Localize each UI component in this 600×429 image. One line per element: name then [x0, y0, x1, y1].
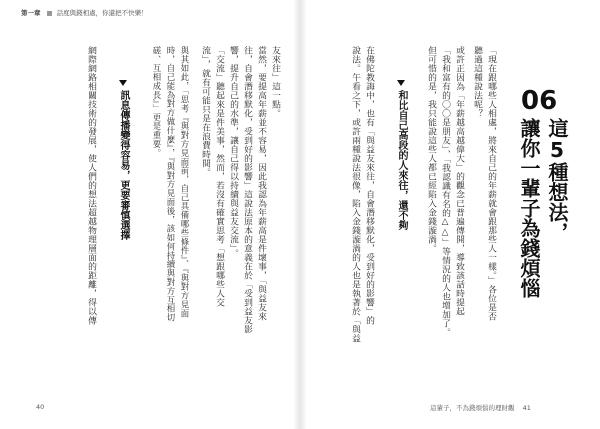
- subhead-triangle-icon: [119, 80, 127, 86]
- left-page-column-7: 與其如此，「思考『與對方見面前，自己具備哪些條件』、『與對方見面: [180, 46, 190, 318]
- header-marker-icon: [47, 11, 52, 16]
- right-page-column-9: 說法。午看之下，或許兩種說法很像，陷入金錢漩渦的人也是執著於「與益: [350, 46, 360, 343]
- left-page-column-4: 響，提升自己的水準，讓自己得以持續與益友交流」。: [228, 46, 238, 258]
- right-page-column-1: 「現在跟哪些人相處，將來自己的年薪就會跟那些人一樣。」各位是否: [486, 46, 496, 321]
- right-page-column-2: 聽過這種說法呢？: [472, 46, 482, 118]
- right-footer: [430, 403, 531, 412]
- subhead-triangle-icon: [397, 80, 405, 86]
- left-page-column-2: 當然，要提高年薪並不容易，因此我認為年薪高是件壞事，「與益友來: [256, 46, 266, 321]
- right-page-subhead: [394, 80, 409, 230]
- left-subhead-text: 訊息傳播變得容易，更要審慎選擇: [118, 90, 129, 240]
- right-page-column-5: 但可惜的是，我只能說這些人都已經陷入金錢漩渦。: [426, 46, 436, 253]
- page-spine-shadow: [293, 0, 307, 429]
- book-title-footer: 這輩子，不為錢煩惱的理財觀: [430, 404, 515, 412]
- running-header: [21, 8, 148, 17]
- left-page-column-3: 往，自會潛移默化，受到好的影響」這說法原本的意義在於「受到益友影: [242, 46, 252, 334]
- chapter-title: 話度與錢相處，你還把不快樂！: [56, 9, 148, 17]
- left-page-subhead: [116, 80, 131, 240]
- right-page-number: 41: [522, 404, 531, 412]
- left-page-column-8: 時，自己能為對方做什麼』，『與對方見面後，該如何持續與對方互相切: [166, 46, 176, 323]
- right-page-column-3: 或許正因為「年薪越高越偉大」的觀念已普遍傳開，導致該話時提起: [454, 46, 464, 316]
- chapter-label: 第一章: [21, 9, 41, 17]
- section-number: 06: [521, 86, 558, 116]
- left-page-number: 40: [36, 403, 45, 411]
- left-page-column-9: 磋、互相成長』」更是重要。: [152, 46, 162, 158]
- right-page-column-8: 在佛陀教誨中，也有「與益友來往，自會潛移默化，受到好的影響」的: [364, 46, 374, 325]
- right-subhead-text: 和比自己高段的人來往，還不夠: [396, 90, 407, 230]
- left-page-column-6: 流」，就有可能只是在浪費時間。: [200, 46, 210, 177]
- left-page-column-5: 「交流」聽起來是件美事，然而，若沒有確實思考「想跟哪些人交: [214, 46, 224, 307]
- section-title-line-2: 讓你一輩子為錢煩惱: [517, 118, 541, 298]
- right-page-column-4: 「我和富有的〇〇是朋友」、「我認識有名的△△」等情況的人也增加了。: [440, 46, 450, 337]
- left-page-column-1: 友來往」這一點。: [270, 46, 280, 118]
- section-title-line-1: 這5種想法，: [545, 118, 569, 242]
- left-page-column-12: 網際網路相關技術的發展，使人們的想法超越物理層面的距離，得以傳: [86, 46, 96, 325]
